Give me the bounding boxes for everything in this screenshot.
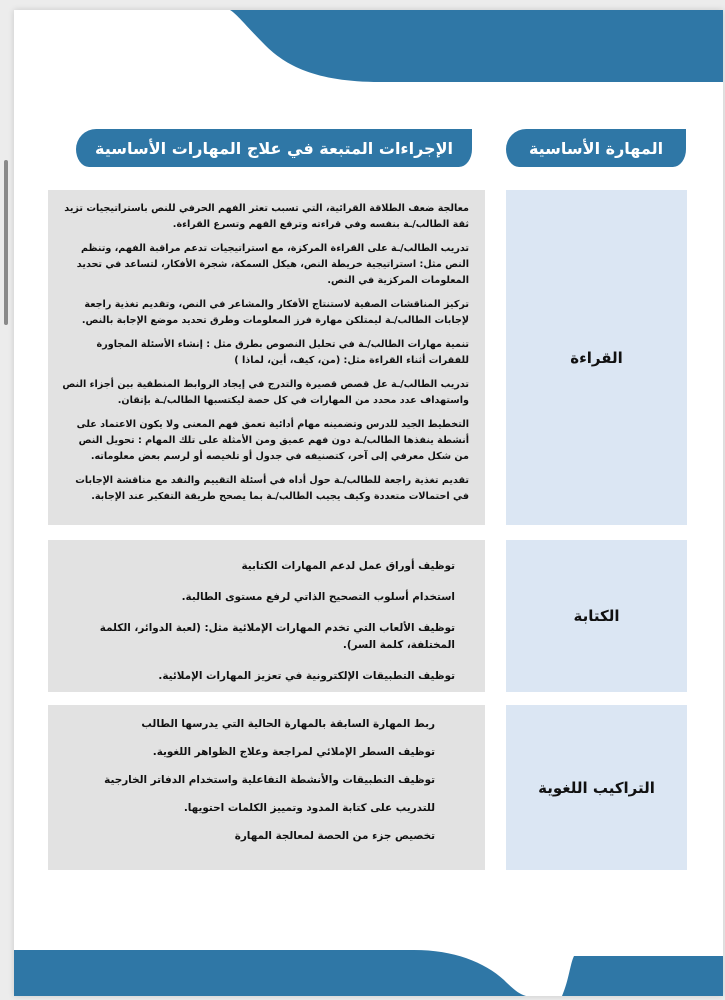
list-item: تخصيص جزء من الحصة لمعالجة المهارة — [234, 830, 435, 842]
skill-column-header: المهارة الأساسية — [506, 129, 686, 167]
list-item: توظيف أوراق عمل لدعم المهارات الكتابية — [241, 560, 455, 572]
list-item: توظيف الألعاب التي تخدم المهارات الإملائية مثل: (لعبة الدوائر، الكلمة المختلفة، كلمة السر). — [99, 622, 455, 651]
bottom-decorative-shape — [14, 950, 723, 996]
skill-cell-reading: القراءة — [506, 190, 687, 525]
skill-cell-linguistic-structures: التراكيب اللغوية — [506, 705, 687, 870]
list-item: ربط المهارة السابقة بالمهارة الحالية التي يدرسها الطالب — [141, 718, 435, 730]
list-item: استخدام أسلوب التصحيح الذاتي لرفع مستوى الطالبة. — [181, 591, 455, 603]
list-item: توظيف السطر الإملائي لمراجعة وعلاج الظواهر اللغوية. — [152, 746, 435, 758]
scrollbar[interactable] — [4, 160, 8, 325]
list-item: تدريب الطالب/ـة على القراءة المركزة، مع استراتيجيات تدعم مراقبة الفهم، وتنظم النص مثل: استراتيجية خريطة النص، هيكل السمكة، شجرة الأفكار، لتساعد في تحديد المعلومات المركزية في النص. — [76, 243, 469, 286]
list-item: توظيف التطبيقات الإلكترونية في تعزيز المهارات الإملائية. — [158, 670, 455, 682]
procedures-cell-reading — [48, 190, 485, 525]
procedures-cell-linguistic-structures — [48, 705, 485, 870]
list-item: توظيف التطبيقات والأنشطة التفاعلية واستخدام الدفاتر الخارجية — [104, 774, 435, 786]
procedures-cell-writing — [48, 540, 485, 692]
list-item: تدريب الطالب/ـة عل قصص قصيرة والتدرج في إيجاد الروابط المنطقية بين أجزاء النص واستهداف عدد محدد من المهارات في كل حصة ليكتسبها الطالب/ـة بإتقان. — [62, 379, 469, 406]
skill-cell-writing: الكتابة — [506, 540, 687, 692]
list-item: تركيز المناقشات الصفية لاستنتاج الأفكار والمشاعر في النص، وتقديم تغذية راجعة لإجابات الطالب/ـة ليمتلكن مهارة فرز المعلومات وطرق تحديد موضع الإجابة بالنص. — [81, 299, 469, 326]
list-item: التخطيط الجيد للدرس وتضمينه مهام أدائية تعمق فهم المعنى ولا يكون الاعتماد على أنشطة ينفذها الطالب/ـة دون فهم عميق ومن الأمثلة على تلك المهام : تحويل النص من شكل معرفي إلى آخر، كتصنيفه في جدول أو تلخيصه أو لرسم بعض معلوماته. — [76, 419, 469, 462]
list-item: معالجة ضعف الطلاقة القرائية، التي تسبب تعثر الفهم الحرفي للنص باستراتيجيات تزيد ثقة الطالب/ـة بنفسه وفي قراءته وترفع الفهم وتسرع القراءة. — [64, 203, 469, 230]
list-item: تنمية مهارات الطالب/ـة في تحليل النصوص بطرق مثل : إنشاء الأسئلة المجاورة للفقرات أثناء القراءة مثل: (من، كيف، أين، لماذا ) — [96, 339, 469, 366]
procedures-column-header: الإجراءات المتبعة في علاج المهارات الأساسية — [76, 129, 472, 167]
top-decorative-shape — [230, 10, 723, 82]
list-item: تقديم تغذية راجعة للطالب/ـة حول أداه في أسئلة التقييم والنقد مع مناقشة الإجابات في احتمالات متعددة وكيف يجيب الطالب/ـة بما يصحح طريقة التفكير عند الإجابة. — [75, 475, 469, 502]
document-page — [14, 10, 723, 996]
list-item: للتدريب على كتابة المدود وتمييز الكلمات احتويها. — [183, 802, 435, 814]
